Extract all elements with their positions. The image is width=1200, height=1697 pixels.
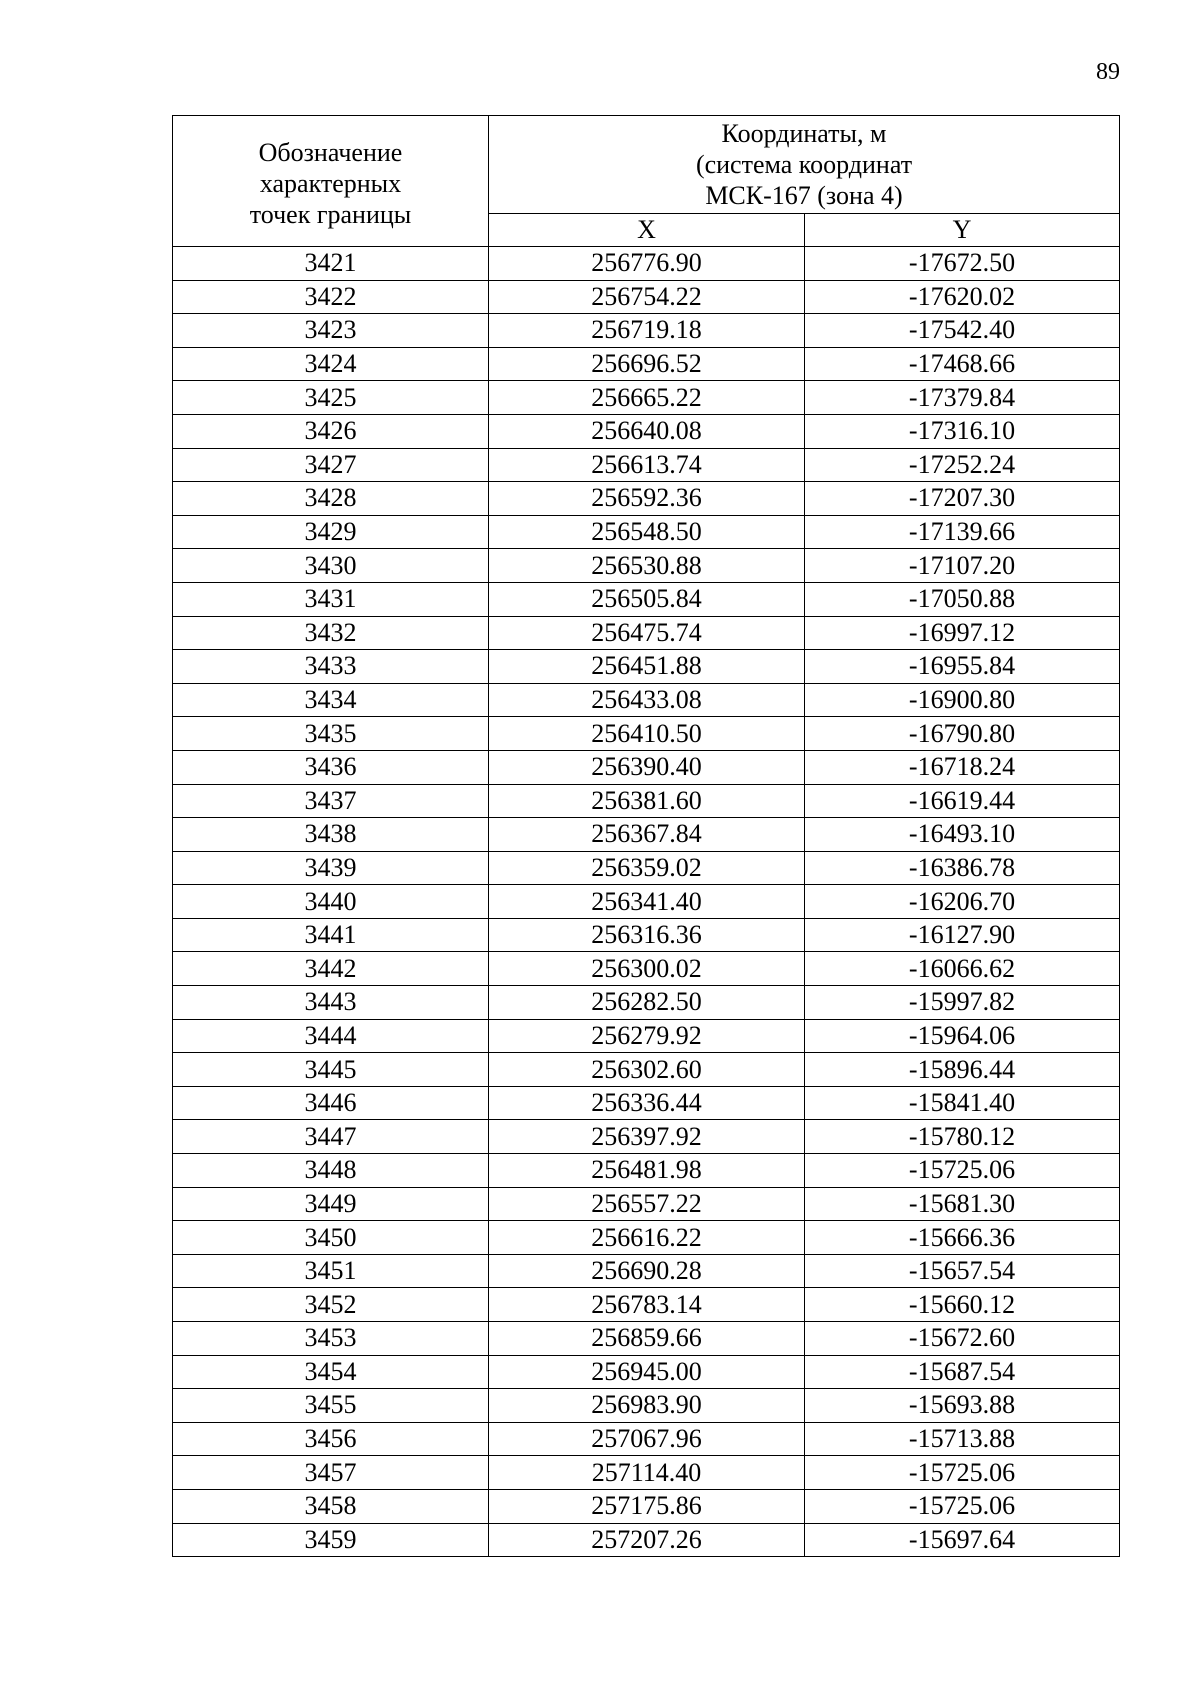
x-coordinate-cell: 256359.02	[489, 851, 805, 885]
point-id-cell: 3435	[173, 717, 489, 751]
point-id-cell: 3436	[173, 750, 489, 784]
x-coordinate-cell: 256945.00	[489, 1355, 805, 1389]
table-row	[173, 1288, 1120, 1322]
table-row	[173, 247, 1120, 281]
table-row	[173, 1154, 1120, 1188]
y-coordinate-cell: -16718.24	[805, 750, 1120, 784]
table-row	[173, 616, 1120, 650]
y-coordinate-cell: -17316.10	[805, 414, 1120, 448]
y-coordinate-cell: -15666.36	[805, 1221, 1120, 1255]
y-coordinate-cell: -15697.64	[805, 1523, 1120, 1557]
point-id-cell: 3452	[173, 1288, 489, 1322]
x-coordinate-cell: 256640.08	[489, 414, 805, 448]
table-row	[173, 582, 1120, 616]
y-coordinate-cell: -15681.30	[805, 1187, 1120, 1221]
x-coordinate-cell: 256410.50	[489, 717, 805, 751]
table-row	[173, 347, 1120, 381]
x-coordinate-cell: 256316.36	[489, 918, 805, 952]
table-row	[173, 314, 1120, 348]
point-id-cell: 3454	[173, 1355, 489, 1389]
y-coordinate-cell: -16619.44	[805, 784, 1120, 818]
x-coordinate-cell: 256616.22	[489, 1221, 805, 1255]
table-row	[173, 717, 1120, 751]
point-id-cell: 3437	[173, 784, 489, 818]
table-row	[173, 1322, 1120, 1356]
x-coordinate-cell: 256505.84	[489, 582, 805, 616]
x-coordinate-cell: 256381.60	[489, 784, 805, 818]
x-column-header: X	[489, 214, 805, 247]
x-coordinate-cell: 257067.96	[489, 1422, 805, 1456]
y-coordinate-cell: -17620.02	[805, 280, 1120, 314]
y-coordinate-cell: -15660.12	[805, 1288, 1120, 1322]
table-row	[173, 784, 1120, 818]
point-id-cell: 3441	[173, 918, 489, 952]
point-id-cell: 3444	[173, 1019, 489, 1053]
y-coordinate-cell: -16900.80	[805, 683, 1120, 717]
table-row	[173, 1221, 1120, 1255]
table-row	[173, 1355, 1120, 1389]
point-id-cell: 3442	[173, 952, 489, 986]
table-row	[173, 918, 1120, 952]
point-id-cell: 3432	[173, 616, 489, 650]
x-coordinate-cell: 256776.90	[489, 247, 805, 281]
y-coordinate-cell: -17050.88	[805, 582, 1120, 616]
x-coordinate-cell: 256530.88	[489, 549, 805, 583]
y-coordinate-cell: -15687.54	[805, 1355, 1120, 1389]
x-coordinate-cell: 256475.74	[489, 616, 805, 650]
x-coordinate-cell: 256859.66	[489, 1322, 805, 1356]
x-coordinate-cell: 256279.92	[489, 1019, 805, 1053]
table-row	[173, 381, 1120, 415]
point-id-cell: 3426	[173, 414, 489, 448]
x-coordinate-cell: 256300.02	[489, 952, 805, 986]
point-id-cell: 3449	[173, 1187, 489, 1221]
y-coordinate-cell: -15672.60	[805, 1322, 1120, 1356]
table-row	[173, 1019, 1120, 1053]
table-row	[173, 1422, 1120, 1456]
point-id-cell: 3433	[173, 650, 489, 684]
y-coordinate-cell: -16493.10	[805, 818, 1120, 852]
y-coordinate-cell: -17468.66	[805, 347, 1120, 381]
y-coordinate-cell: -17379.84	[805, 381, 1120, 415]
table-row	[173, 1456, 1120, 1490]
x-coordinate-cell: 256397.92	[489, 1120, 805, 1154]
table-row	[173, 851, 1120, 885]
y-coordinate-cell: -15896.44	[805, 1053, 1120, 1087]
table-row	[173, 1053, 1120, 1087]
y-coordinate-cell: -17107.20	[805, 549, 1120, 583]
point-id-cell: 3424	[173, 347, 489, 381]
y-coordinate-cell: -16790.80	[805, 717, 1120, 751]
x-coordinate-cell: 256341.40	[489, 885, 805, 919]
table-row	[173, 818, 1120, 852]
x-coordinate-cell: 256696.52	[489, 347, 805, 381]
point-id-cell: 3421	[173, 247, 489, 281]
table-header	[173, 116, 1120, 247]
point-id-cell: 3445	[173, 1053, 489, 1087]
point-id-cell: 3448	[173, 1154, 489, 1188]
point-id-cell: 3422	[173, 280, 489, 314]
table-row	[173, 885, 1120, 919]
x-coordinate-cell: 256592.36	[489, 482, 805, 516]
y-coordinate-cell: -15725.06	[805, 1456, 1120, 1490]
coordinates-title-header: Координаты, м (система координат МСК-167 (зона 4)	[489, 116, 1120, 214]
x-coordinate-cell: 256367.84	[489, 818, 805, 852]
x-coordinate-cell: 256557.22	[489, 1187, 805, 1221]
x-coordinate-cell: 257114.40	[489, 1456, 805, 1490]
point-id-cell: 3459	[173, 1523, 489, 1557]
y-coordinate-cell: -15780.12	[805, 1120, 1120, 1154]
x-coordinate-cell: 256548.50	[489, 515, 805, 549]
y-coordinate-cell: -15841.40	[805, 1086, 1120, 1120]
x-coordinate-cell: 256302.60	[489, 1053, 805, 1087]
y-coordinate-cell: -17252.24	[805, 448, 1120, 482]
x-coordinate-cell: 256754.22	[489, 280, 805, 314]
y-coordinate-cell: -15997.82	[805, 986, 1120, 1020]
coordinates-table	[172, 115, 1120, 1557]
point-id-cell: 3438	[173, 818, 489, 852]
x-coordinate-cell: 256451.88	[489, 650, 805, 684]
point-id-cell: 3434	[173, 683, 489, 717]
table-row	[173, 986, 1120, 1020]
y-coordinate-cell: -16997.12	[805, 616, 1120, 650]
table-row	[173, 280, 1120, 314]
point-id-cell: 3458	[173, 1489, 489, 1523]
table-row	[173, 448, 1120, 482]
x-coordinate-cell: 256282.50	[489, 986, 805, 1020]
y-coordinate-cell: -15725.06	[805, 1489, 1120, 1523]
table-body	[173, 247, 1120, 1557]
x-coordinate-cell: 256613.74	[489, 448, 805, 482]
table-row	[173, 1489, 1120, 1523]
point-id-cell: 3446	[173, 1086, 489, 1120]
x-coordinate-cell: 257175.86	[489, 1489, 805, 1523]
point-id-cell: 3451	[173, 1254, 489, 1288]
x-coordinate-cell: 257207.26	[489, 1523, 805, 1557]
point-label-header: Обозначение характерных точек границы	[173, 116, 489, 247]
point-id-cell: 3443	[173, 986, 489, 1020]
point-id-cell: 3456	[173, 1422, 489, 1456]
table-row	[173, 650, 1120, 684]
point-id-cell: 3429	[173, 515, 489, 549]
point-id-cell: 3453	[173, 1322, 489, 1356]
table-row	[173, 549, 1120, 583]
y-coordinate-cell: -16066.62	[805, 952, 1120, 986]
point-id-cell: 3450	[173, 1221, 489, 1255]
table-row	[173, 1187, 1120, 1221]
y-coordinate-cell: -15725.06	[805, 1154, 1120, 1188]
point-id-cell: 3457	[173, 1456, 489, 1490]
table-row	[173, 1389, 1120, 1423]
x-coordinate-cell: 256481.98	[489, 1154, 805, 1188]
page-number: 89	[1096, 59, 1120, 85]
table-row	[173, 1523, 1120, 1557]
table-row	[173, 515, 1120, 549]
table-row	[173, 1120, 1120, 1154]
x-coordinate-cell: 256390.40	[489, 750, 805, 784]
y-coordinate-cell: -15693.88	[805, 1389, 1120, 1423]
point-id-cell: 3440	[173, 885, 489, 919]
point-id-cell: 3430	[173, 549, 489, 583]
point-id-cell: 3439	[173, 851, 489, 885]
x-coordinate-cell: 256433.08	[489, 683, 805, 717]
table-row	[173, 1086, 1120, 1120]
point-id-cell: 3423	[173, 314, 489, 348]
y-coordinate-cell: -17672.50	[805, 247, 1120, 281]
point-id-cell: 3428	[173, 482, 489, 516]
table-row	[173, 683, 1120, 717]
y-coordinate-cell: -16127.90	[805, 918, 1120, 952]
x-coordinate-cell: 256719.18	[489, 314, 805, 348]
x-coordinate-cell: 256336.44	[489, 1086, 805, 1120]
y-coordinate-cell: -15964.06	[805, 1019, 1120, 1053]
table-row	[173, 750, 1120, 784]
y-coordinate-cell: -16386.78	[805, 851, 1120, 885]
point-id-cell: 3427	[173, 448, 489, 482]
point-id-cell: 3431	[173, 582, 489, 616]
table-row	[173, 952, 1120, 986]
x-coordinate-cell: 256690.28	[489, 1254, 805, 1288]
y-coordinate-cell: -15657.54	[805, 1254, 1120, 1288]
point-id-cell: 3447	[173, 1120, 489, 1154]
y-coordinate-cell: -17207.30	[805, 482, 1120, 516]
table-row	[173, 414, 1120, 448]
point-id-cell: 3455	[173, 1389, 489, 1423]
y-coordinate-cell: -17542.40	[805, 314, 1120, 348]
table-row	[173, 1254, 1120, 1288]
table-row	[173, 482, 1120, 516]
y-column-header: Y	[805, 214, 1120, 247]
y-coordinate-cell: -16206.70	[805, 885, 1120, 919]
y-coordinate-cell: -16955.84	[805, 650, 1120, 684]
x-coordinate-cell: 256665.22	[489, 381, 805, 415]
point-id-cell: 3425	[173, 381, 489, 415]
y-coordinate-cell: -17139.66	[805, 515, 1120, 549]
y-coordinate-cell: -15713.88	[805, 1422, 1120, 1456]
x-coordinate-cell: 256983.90	[489, 1389, 805, 1423]
x-coordinate-cell: 256783.14	[489, 1288, 805, 1322]
